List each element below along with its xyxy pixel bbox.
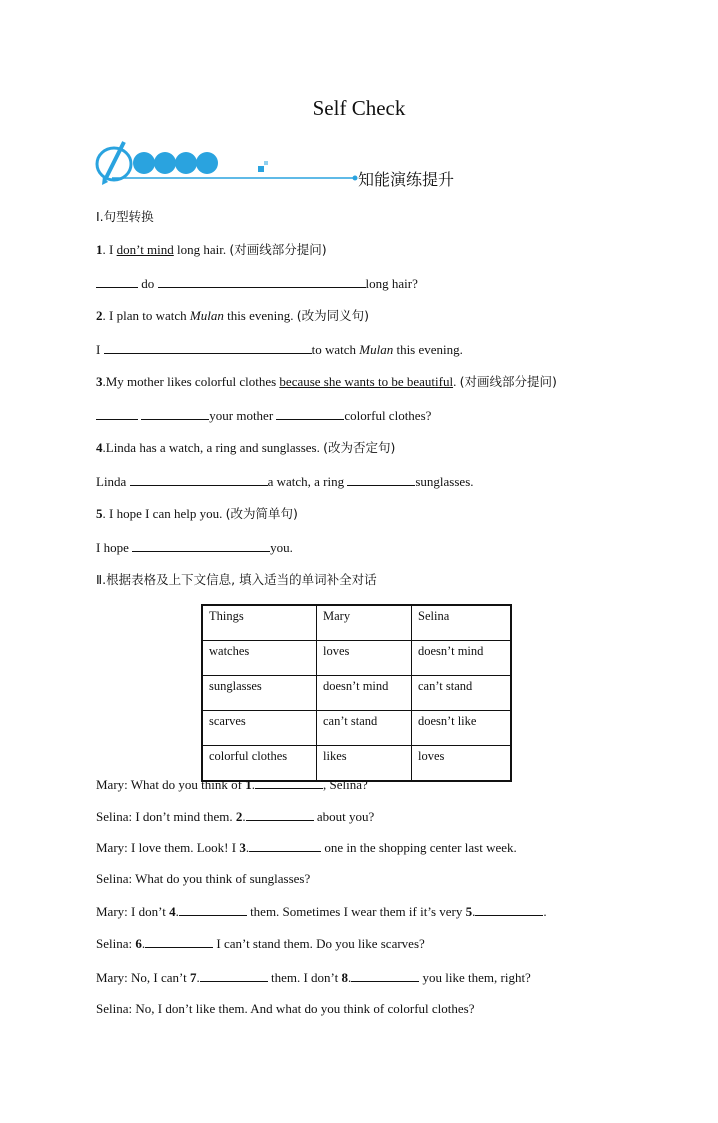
dialog-line-7: Mary: No, I can’t 7. them. I don’t 8. you like them, right? — [96, 970, 531, 985]
table-cell: likes — [317, 746, 412, 782]
blank[interactable] — [351, 968, 419, 982]
dialog-line-4: Selina: What do you think of sunglasses? — [96, 871, 311, 886]
blank[interactable] — [141, 406, 209, 420]
blank[interactable] — [347, 472, 415, 486]
table-row — [202, 676, 511, 711]
blank[interactable] — [104, 340, 312, 354]
table-header-row — [202, 605, 511, 641]
question-4: 4.Linda has a watch, a ring and sunglasses. (改为否定句) — [96, 440, 396, 455]
table-cell: can’t stand — [412, 676, 512, 711]
table-cell: doesn’t mind — [412, 641, 512, 676]
blank[interactable] — [145, 934, 213, 948]
blank[interactable] — [249, 838, 321, 852]
table-cell: Mary — [317, 605, 412, 641]
answer-5: I hope you. — [96, 540, 293, 555]
answer-4: Linda a watch, a ring sunglasses. — [96, 474, 474, 489]
blank[interactable] — [130, 472, 268, 486]
blank[interactable] — [179, 902, 247, 916]
blank[interactable] — [246, 807, 314, 821]
table-cell: sunglasses — [202, 676, 317, 711]
dialog-line-5: Mary: I don’t 4. them. Sometimes I wear them if it’s very 5. . — [96, 904, 547, 919]
blank[interactable] — [475, 902, 543, 916]
answer-2: I to watch Mulan this evening. — [96, 342, 463, 357]
dialog-line-2: Selina: I don’t mind them. 2. about you? — [96, 809, 375, 824]
dialog-line-1: Mary: What do you think of 1. , Selina? — [96, 777, 368, 792]
dialog-line-6: Selina: 6. I can’t stand them. Do you like scarves? — [96, 936, 425, 951]
blank[interactable] — [132, 538, 270, 552]
table-row — [202, 711, 511, 746]
table-cell: doesn’t like — [412, 711, 512, 746]
blank[interactable] — [96, 406, 138, 420]
blank[interactable] — [200, 968, 268, 982]
question-2: 2. I plan to watch Mulan this evening. (改为同义句) — [96, 308, 370, 323]
table-cell: loves — [317, 641, 412, 676]
question-3: 3.My mother likes colorful clothes because she wants to be beautiful. (对画线部分提问) — [96, 374, 557, 389]
table-cell: Selina — [412, 605, 512, 641]
dialog-line-3: Mary: I love them. Look! I 3. one in the shopping center last week. — [96, 840, 517, 855]
table-cell: watches — [202, 641, 317, 676]
answer-3: your mother colorful clothes? — [96, 406, 431, 425]
banner-text: 知能演练提升 — [358, 170, 455, 189]
answer-1: do long hair? — [96, 274, 418, 293]
blank[interactable] — [96, 274, 138, 288]
table-cell: can’t stand — [317, 711, 412, 746]
table-cell: colorful clothes — [202, 746, 317, 782]
question-1: 1. I don’t mind long hair. (对画线部分提问) — [96, 242, 327, 257]
section-1-heading: Ⅰ.句型转换 — [96, 209, 154, 224]
table-row — [202, 641, 511, 676]
blank[interactable] — [158, 274, 366, 288]
table-cell: loves — [412, 746, 512, 782]
dialog-line-8: Selina: No, I don’t like them. And what do you think of colorful clothes? — [96, 1001, 475, 1016]
table-cell: doesn’t mind — [317, 676, 412, 711]
preferences-table — [201, 604, 512, 782]
blank[interactable] — [276, 406, 344, 420]
table-cell: Things — [202, 605, 317, 641]
blank[interactable] — [255, 775, 323, 789]
page-title: Self Check — [312, 96, 406, 120]
section-2-heading: Ⅱ.根据表格及上下文信息, 填入适当的单词补全对话 — [96, 572, 377, 587]
table-cell: scarves — [202, 711, 317, 746]
question-5: 5. I hope I can help you. (改为简单句) — [96, 506, 298, 521]
